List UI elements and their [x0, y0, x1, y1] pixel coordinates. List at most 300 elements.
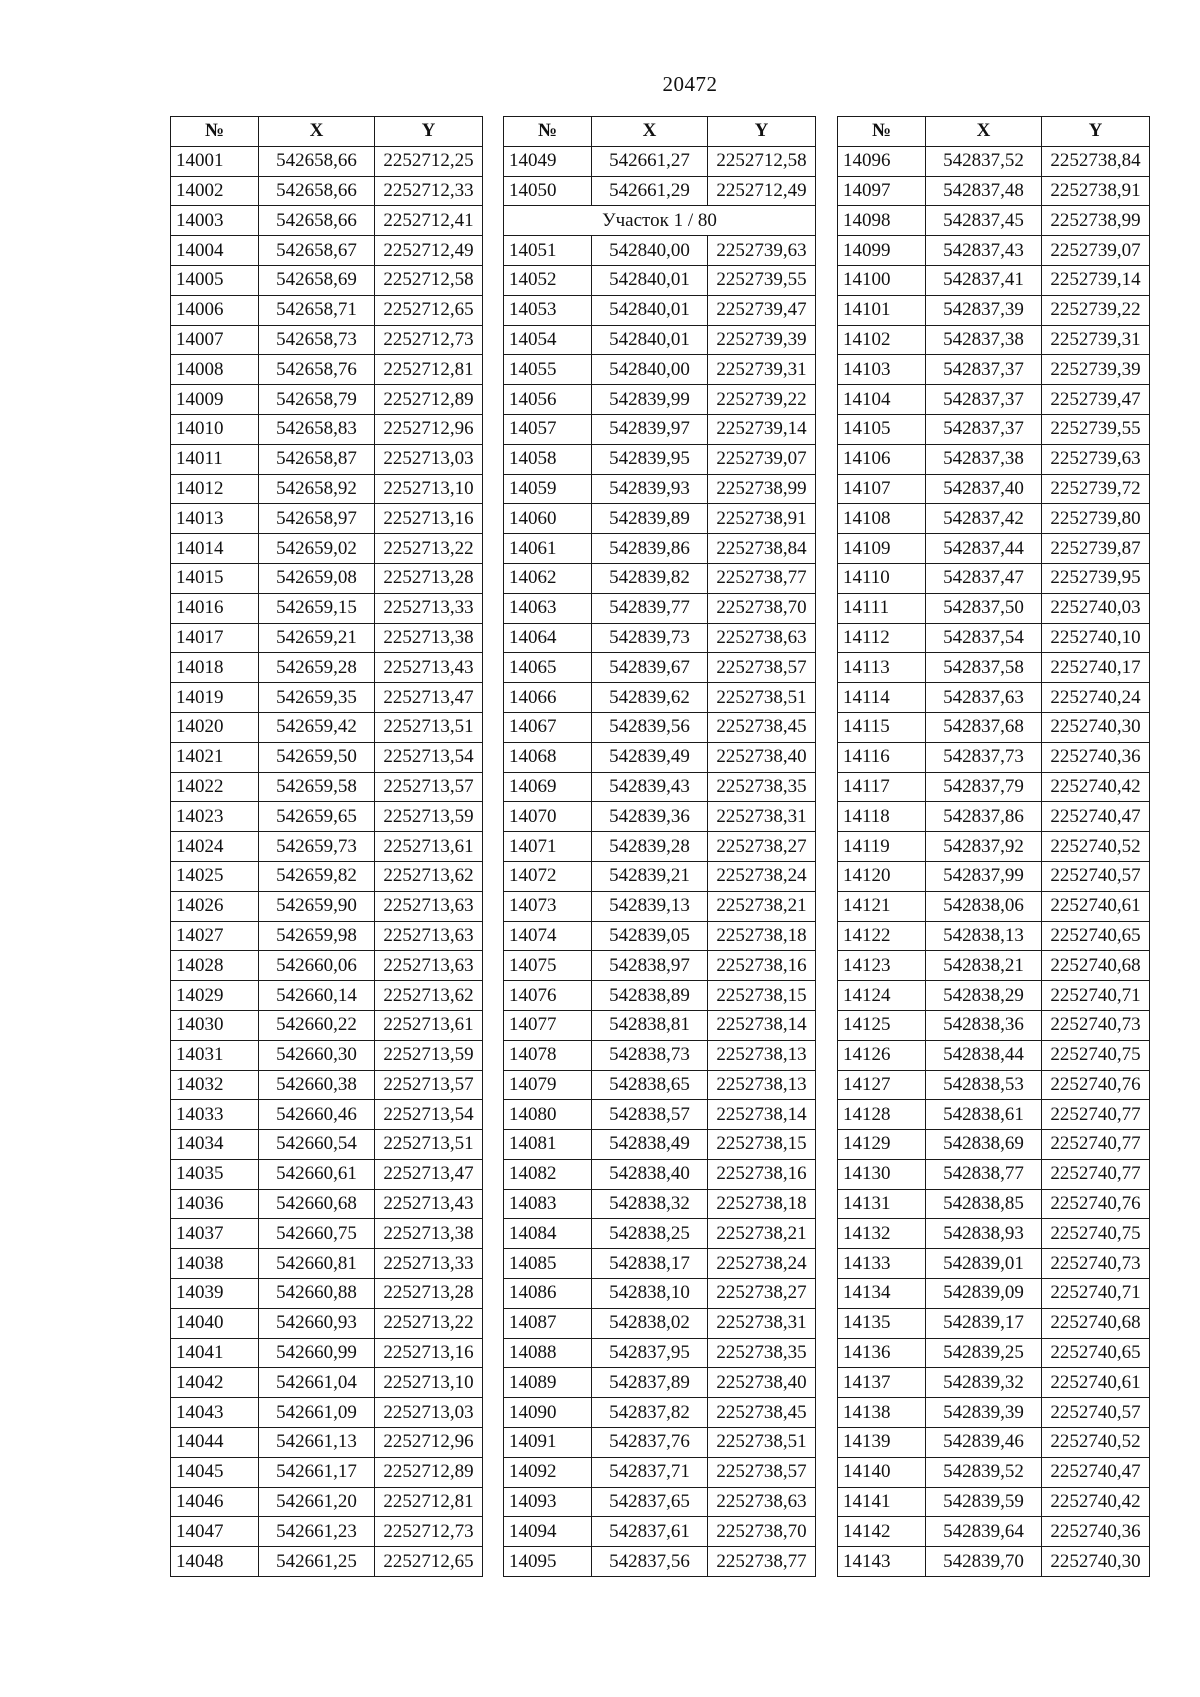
point-number-cell: 14020 [171, 712, 259, 742]
table-row [504, 1517, 816, 1547]
point-number-cell: 14124 [838, 981, 926, 1011]
point-number-cell: 14103 [838, 355, 926, 385]
y-coordinate-cell: 2252740,17 [1042, 653, 1150, 683]
point-number-cell: 14023 [171, 802, 259, 832]
point-number-cell: 14028 [171, 951, 259, 981]
y-coordinate-cell: 2252713,33 [375, 593, 483, 623]
table-row [171, 1428, 483, 1458]
x-coordinate-cell: 542838,57 [592, 1100, 708, 1130]
table-row [504, 921, 816, 951]
table-row [504, 1130, 816, 1160]
column-header-y: Y [1042, 117, 1150, 147]
section-label: Участок 1 / 80 [504, 206, 816, 236]
x-coordinate-cell: 542839,59 [926, 1487, 1042, 1517]
table-row [171, 444, 483, 474]
x-coordinate-cell: 542837,63 [926, 683, 1042, 713]
x-coordinate-cell: 542840,01 [592, 265, 708, 295]
x-coordinate-cell: 542659,65 [259, 802, 375, 832]
y-coordinate-cell: 2252713,61 [375, 1010, 483, 1040]
table-row [504, 1189, 816, 1219]
table-row [171, 1308, 483, 1338]
y-coordinate-cell: 2252740,68 [1042, 951, 1150, 981]
x-coordinate-cell: 542837,65 [592, 1487, 708, 1517]
table-row [838, 712, 1150, 742]
point-number-cell: 14143 [838, 1547, 926, 1577]
y-coordinate-cell: 2252739,63 [708, 236, 816, 266]
table-row [838, 891, 1150, 921]
point-number-cell: 14104 [838, 385, 926, 415]
table-row [838, 623, 1150, 653]
x-coordinate-cell: 542838,85 [926, 1189, 1042, 1219]
x-coordinate-cell: 542839,77 [592, 593, 708, 623]
point-number-cell: 14068 [504, 742, 592, 772]
section-row [504, 206, 816, 236]
point-number-cell: 14033 [171, 1100, 259, 1130]
x-coordinate-cell: 542661,20 [259, 1487, 375, 1517]
point-number-cell: 14126 [838, 1040, 926, 1070]
y-coordinate-cell: 2252738,31 [708, 1308, 816, 1338]
x-coordinate-cell: 542839,09 [926, 1279, 1042, 1309]
point-number-cell: 14067 [504, 712, 592, 742]
point-number-cell: 14069 [504, 772, 592, 802]
table-row [171, 534, 483, 564]
table-row [838, 1100, 1150, 1130]
y-coordinate-cell: 2252738,24 [708, 861, 816, 891]
table-row [838, 1070, 1150, 1100]
point-number-cell: 14085 [504, 1249, 592, 1279]
table-row [838, 385, 1150, 415]
y-coordinate-cell: 2252739,14 [1042, 265, 1150, 295]
y-coordinate-cell: 2252739,39 [1042, 355, 1150, 385]
table-row [504, 593, 816, 623]
table-row [171, 623, 483, 653]
x-coordinate-cell: 542839,97 [592, 414, 708, 444]
y-coordinate-cell: 2252740,42 [1042, 1487, 1150, 1517]
point-number-cell: 14047 [171, 1517, 259, 1547]
point-number-cell: 14083 [504, 1189, 592, 1219]
y-coordinate-cell: 2252738,27 [708, 832, 816, 862]
point-number-cell: 14006 [171, 295, 259, 325]
x-coordinate-cell: 542837,44 [926, 534, 1042, 564]
y-coordinate-cell: 2252713,22 [375, 534, 483, 564]
y-coordinate-cell: 2252738,57 [708, 653, 816, 683]
point-number-cell: 14050 [504, 176, 592, 206]
x-coordinate-cell: 542840,00 [592, 355, 708, 385]
y-coordinate-cell: 2252739,39 [708, 325, 816, 355]
x-coordinate-cell: 542660,06 [259, 951, 375, 981]
point-number-cell: 14108 [838, 504, 926, 534]
x-coordinate-cell: 542659,58 [259, 772, 375, 802]
table-row [838, 1487, 1150, 1517]
y-coordinate-cell: 2252740,61 [1042, 891, 1150, 921]
point-number-cell: 14043 [171, 1398, 259, 1428]
point-number-cell: 14057 [504, 414, 592, 444]
x-coordinate-cell: 542837,52 [926, 146, 1042, 176]
y-coordinate-cell: 2252713,47 [375, 1159, 483, 1189]
table-row [838, 1040, 1150, 1070]
x-coordinate-cell: 542837,61 [592, 1517, 708, 1547]
table-row [838, 236, 1150, 266]
x-coordinate-cell: 542837,37 [926, 355, 1042, 385]
table-row [171, 504, 483, 534]
x-coordinate-cell: 542837,47 [926, 563, 1042, 593]
table-row [838, 1010, 1150, 1040]
table-row [838, 414, 1150, 444]
point-number-cell: 14019 [171, 683, 259, 713]
x-coordinate-cell: 542660,30 [259, 1040, 375, 1070]
y-coordinate-cell: 2252739,22 [708, 385, 816, 415]
table-row [171, 683, 483, 713]
point-number-cell: 14048 [171, 1547, 259, 1577]
x-coordinate-cell: 542838,32 [592, 1189, 708, 1219]
table-row [838, 1338, 1150, 1368]
y-coordinate-cell: 2252738,84 [708, 534, 816, 564]
table-row [838, 265, 1150, 295]
point-number-cell: 14101 [838, 295, 926, 325]
point-number-cell: 14045 [171, 1457, 259, 1487]
x-coordinate-cell: 542659,15 [259, 593, 375, 623]
x-coordinate-cell: 542660,93 [259, 1308, 375, 1338]
y-coordinate-cell: 2252738,40 [708, 1368, 816, 1398]
y-coordinate-cell: 2252738,70 [708, 593, 816, 623]
table-row [171, 832, 483, 862]
x-coordinate-cell: 542839,13 [592, 891, 708, 921]
y-coordinate-cell: 2252713,61 [375, 832, 483, 862]
x-coordinate-cell: 542838,97 [592, 951, 708, 981]
y-coordinate-cell: 2252738,21 [708, 891, 816, 921]
y-coordinate-cell: 2252738,14 [708, 1010, 816, 1040]
point-number-cell: 14005 [171, 265, 259, 295]
x-coordinate-cell: 542838,69 [926, 1130, 1042, 1160]
table-row [171, 653, 483, 683]
column-header-number: № [171, 117, 259, 147]
y-coordinate-cell: 2252713,03 [375, 1398, 483, 1428]
x-coordinate-cell: 542837,43 [926, 236, 1042, 266]
table-row [504, 981, 816, 1011]
x-coordinate-cell: 542837,71 [592, 1457, 708, 1487]
y-coordinate-cell: 2252740,03 [1042, 593, 1150, 623]
table-row [838, 653, 1150, 683]
x-coordinate-cell: 542658,83 [259, 414, 375, 444]
table-row [838, 176, 1150, 206]
y-coordinate-cell: 2252740,73 [1042, 1010, 1150, 1040]
y-coordinate-cell: 2252740,10 [1042, 623, 1150, 653]
point-number-cell: 14118 [838, 802, 926, 832]
y-coordinate-cell: 2252738,18 [708, 1189, 816, 1219]
x-coordinate-cell: 542839,93 [592, 474, 708, 504]
table-row [504, 623, 816, 653]
point-number-cell: 14131 [838, 1189, 926, 1219]
point-number-cell: 14046 [171, 1487, 259, 1517]
x-coordinate-cell: 542839,49 [592, 742, 708, 772]
table-row [838, 444, 1150, 474]
x-coordinate-cell: 542658,66 [259, 176, 375, 206]
y-coordinate-cell: 2252739,95 [1042, 563, 1150, 593]
point-number-cell: 14001 [171, 146, 259, 176]
x-coordinate-cell: 542839,89 [592, 504, 708, 534]
table-row [504, 414, 816, 444]
x-coordinate-cell: 542840,01 [592, 325, 708, 355]
table-row [504, 1070, 816, 1100]
y-coordinate-cell: 2252713,63 [375, 891, 483, 921]
x-coordinate-cell: 542659,73 [259, 832, 375, 862]
table-row [838, 593, 1150, 623]
y-coordinate-cell: 2252713,51 [375, 712, 483, 742]
point-number-cell: 14007 [171, 325, 259, 355]
table-row [504, 1308, 816, 1338]
x-coordinate-cell: 542658,66 [259, 206, 375, 236]
table-row [171, 325, 483, 355]
table-row [504, 1398, 816, 1428]
table-row [838, 1130, 1150, 1160]
point-number-cell: 14087 [504, 1308, 592, 1338]
table-row [171, 1070, 483, 1100]
y-coordinate-cell: 2252712,89 [375, 385, 483, 415]
x-coordinate-cell: 542659,08 [259, 563, 375, 593]
point-number-cell: 14096 [838, 146, 926, 176]
y-coordinate-cell: 2252739,47 [1042, 385, 1150, 415]
x-coordinate-cell: 542659,90 [259, 891, 375, 921]
y-coordinate-cell: 2252740,77 [1042, 1100, 1150, 1130]
y-coordinate-cell: 2252712,33 [375, 176, 483, 206]
y-coordinate-cell: 2252738,51 [708, 1428, 816, 1458]
table-row [504, 355, 816, 385]
x-coordinate-cell: 542659,98 [259, 921, 375, 951]
point-number-cell: 14038 [171, 1249, 259, 1279]
point-number-cell: 14115 [838, 712, 926, 742]
table-row [171, 474, 483, 504]
coordinates-table-2 [503, 116, 816, 1577]
point-number-cell: 14133 [838, 1249, 926, 1279]
column-header-x: X [259, 117, 375, 147]
x-coordinate-cell: 542837,79 [926, 772, 1042, 802]
point-number-cell: 14117 [838, 772, 926, 802]
table-row [504, 891, 816, 921]
point-number-cell: 14116 [838, 742, 926, 772]
table-row [504, 1547, 816, 1577]
table-row [838, 1308, 1150, 1338]
x-coordinate-cell: 542659,82 [259, 861, 375, 891]
y-coordinate-cell: 2252739,31 [708, 355, 816, 385]
point-number-cell: 14079 [504, 1070, 592, 1100]
point-number-cell: 14134 [838, 1279, 926, 1309]
x-coordinate-cell: 542661,13 [259, 1428, 375, 1458]
x-coordinate-cell: 542837,39 [926, 295, 1042, 325]
table-row [838, 1398, 1150, 1428]
x-coordinate-cell: 542838,10 [592, 1279, 708, 1309]
y-coordinate-cell: 2252740,75 [1042, 1219, 1150, 1249]
y-coordinate-cell: 2252740,73 [1042, 1249, 1150, 1279]
y-coordinate-cell: 2252738,15 [708, 1130, 816, 1160]
y-coordinate-cell: 2252740,57 [1042, 861, 1150, 891]
point-number-cell: 14022 [171, 772, 259, 802]
y-coordinate-cell: 2252738,31 [708, 802, 816, 832]
point-number-cell: 14017 [171, 623, 259, 653]
point-number-cell: 14062 [504, 563, 592, 593]
point-number-cell: 14040 [171, 1308, 259, 1338]
x-coordinate-cell: 542660,46 [259, 1100, 375, 1130]
point-number-cell: 14094 [504, 1517, 592, 1547]
point-number-cell: 14097 [838, 176, 926, 206]
point-number-cell: 14142 [838, 1517, 926, 1547]
table-row [171, 1249, 483, 1279]
point-number-cell: 14036 [171, 1189, 259, 1219]
point-number-cell: 14014 [171, 534, 259, 564]
point-number-cell: 14120 [838, 861, 926, 891]
point-number-cell: 14090 [504, 1398, 592, 1428]
point-number-cell: 14093 [504, 1487, 592, 1517]
x-coordinate-cell: 542660,38 [259, 1070, 375, 1100]
x-coordinate-cell: 542661,23 [259, 1517, 375, 1547]
point-number-cell: 14102 [838, 325, 926, 355]
coordinates-table-3 [837, 116, 1150, 1577]
y-coordinate-cell: 2252712,73 [375, 1517, 483, 1547]
x-coordinate-cell: 542837,95 [592, 1338, 708, 1368]
x-coordinate-cell: 542659,28 [259, 653, 375, 683]
y-coordinate-cell: 2252738,18 [708, 921, 816, 951]
table-row [504, 265, 816, 295]
y-coordinate-cell: 2252739,72 [1042, 474, 1150, 504]
y-coordinate-cell: 2252738,45 [708, 1398, 816, 1428]
table-row [504, 176, 816, 206]
table-row [171, 981, 483, 1011]
x-coordinate-cell: 542659,50 [259, 742, 375, 772]
y-coordinate-cell: 2252713,62 [375, 981, 483, 1011]
table-row [171, 1457, 483, 1487]
point-number-cell: 14075 [504, 951, 592, 981]
y-coordinate-cell: 2252713,03 [375, 444, 483, 474]
point-number-cell: 14137 [838, 1368, 926, 1398]
x-coordinate-cell: 542838,93 [926, 1219, 1042, 1249]
point-number-cell: 14058 [504, 444, 592, 474]
y-coordinate-cell: 2252740,77 [1042, 1130, 1150, 1160]
table-row [504, 1457, 816, 1487]
point-number-cell: 14089 [504, 1368, 592, 1398]
x-coordinate-cell: 542838,44 [926, 1040, 1042, 1070]
table-row [171, 1487, 483, 1517]
x-coordinate-cell: 542837,54 [926, 623, 1042, 653]
x-coordinate-cell: 542837,58 [926, 653, 1042, 683]
x-coordinate-cell: 542837,45 [926, 206, 1042, 236]
table-row [838, 325, 1150, 355]
x-coordinate-cell: 542837,50 [926, 593, 1042, 623]
table-row [504, 1487, 816, 1517]
point-number-cell: 14088 [504, 1338, 592, 1368]
table-row [504, 325, 816, 355]
point-number-cell: 14078 [504, 1040, 592, 1070]
x-coordinate-cell: 542838,02 [592, 1308, 708, 1338]
point-number-cell: 14052 [504, 265, 592, 295]
point-number-cell: 14030 [171, 1010, 259, 1040]
point-number-cell: 14070 [504, 802, 592, 832]
x-coordinate-cell: 542661,09 [259, 1398, 375, 1428]
point-number-cell: 14066 [504, 683, 592, 713]
point-number-cell: 14121 [838, 891, 926, 921]
y-coordinate-cell: 2252738,21 [708, 1219, 816, 1249]
point-number-cell: 14039 [171, 1279, 259, 1309]
y-coordinate-cell: 2252740,24 [1042, 683, 1150, 713]
point-number-cell: 14141 [838, 1487, 926, 1517]
table-row [171, 1100, 483, 1130]
y-coordinate-cell: 2252713,63 [375, 921, 483, 951]
y-coordinate-cell: 2252712,96 [375, 414, 483, 444]
table-row [171, 295, 483, 325]
point-number-cell: 14100 [838, 265, 926, 295]
table-row [171, 951, 483, 981]
table-row [504, 653, 816, 683]
y-coordinate-cell: 2252740,36 [1042, 1517, 1150, 1547]
point-number-cell: 14073 [504, 891, 592, 921]
point-number-cell: 14140 [838, 1457, 926, 1487]
y-coordinate-cell: 2252739,22 [1042, 295, 1150, 325]
y-coordinate-cell: 2252740,71 [1042, 1279, 1150, 1309]
y-coordinate-cell: 2252713,10 [375, 1368, 483, 1398]
column-header-number: № [504, 117, 592, 147]
point-number-cell: 14055 [504, 355, 592, 385]
x-coordinate-cell: 542659,42 [259, 712, 375, 742]
x-coordinate-cell: 542837,92 [926, 832, 1042, 862]
table-row [838, 146, 1150, 176]
y-coordinate-cell: 2252739,14 [708, 414, 816, 444]
x-coordinate-cell: 542839,32 [926, 1368, 1042, 1398]
x-coordinate-cell: 542839,05 [592, 921, 708, 951]
table-row [838, 295, 1150, 325]
table-row [171, 1219, 483, 1249]
y-coordinate-cell: 2252740,76 [1042, 1070, 1150, 1100]
point-number-cell: 14027 [171, 921, 259, 951]
table-row [838, 1517, 1150, 1547]
y-coordinate-cell: 2252740,76 [1042, 1189, 1150, 1219]
x-coordinate-cell: 542839,46 [926, 1428, 1042, 1458]
table-row [504, 146, 816, 176]
y-coordinate-cell: 2252740,57 [1042, 1398, 1150, 1428]
y-coordinate-cell: 2252738,13 [708, 1040, 816, 1070]
x-coordinate-cell: 542660,88 [259, 1279, 375, 1309]
x-coordinate-cell: 542659,35 [259, 683, 375, 713]
x-coordinate-cell: 542839,28 [592, 832, 708, 862]
point-number-cell: 14037 [171, 1219, 259, 1249]
point-number-cell: 14081 [504, 1130, 592, 1160]
x-coordinate-cell: 542837,73 [926, 742, 1042, 772]
point-number-cell: 14127 [838, 1070, 926, 1100]
y-coordinate-cell: 2252712,73 [375, 325, 483, 355]
table-row [838, 772, 1150, 802]
table-row [838, 802, 1150, 832]
point-number-cell: 14024 [171, 832, 259, 862]
column-header-y: Y [375, 117, 483, 147]
table-row [838, 1457, 1150, 1487]
x-coordinate-cell: 542837,68 [926, 712, 1042, 742]
point-number-cell: 14049 [504, 146, 592, 176]
point-number-cell: 14029 [171, 981, 259, 1011]
x-coordinate-cell: 542839,73 [592, 623, 708, 653]
x-coordinate-cell: 542838,13 [926, 921, 1042, 951]
y-coordinate-cell: 2252713,51 [375, 1130, 483, 1160]
table-row [171, 563, 483, 593]
x-coordinate-cell: 542839,43 [592, 772, 708, 802]
table-row [171, 772, 483, 802]
y-coordinate-cell: 2252739,07 [708, 444, 816, 474]
y-coordinate-cell: 2252738,99 [1042, 206, 1150, 236]
table-row [171, 1368, 483, 1398]
table-row [838, 1279, 1150, 1309]
y-coordinate-cell: 2252713,59 [375, 802, 483, 832]
point-number-cell: 14054 [504, 325, 592, 355]
point-number-cell: 14010 [171, 414, 259, 444]
x-coordinate-cell: 542838,77 [926, 1159, 1042, 1189]
point-number-cell: 14011 [171, 444, 259, 474]
point-number-cell: 14107 [838, 474, 926, 504]
